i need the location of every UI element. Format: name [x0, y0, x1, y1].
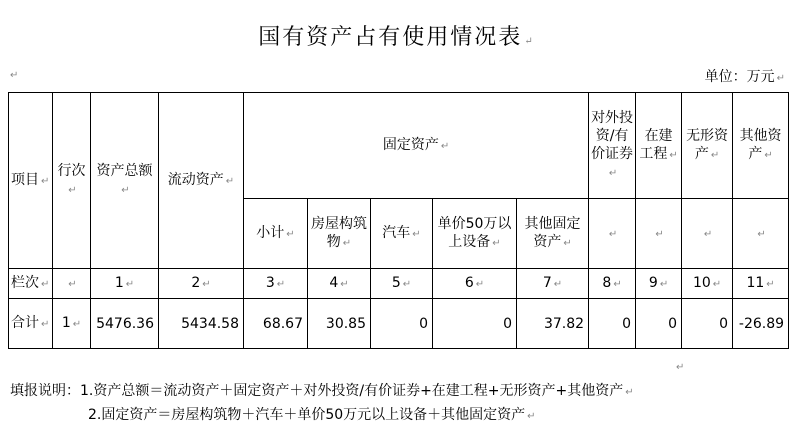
header-current-assets: 流动资产 ↵ — [159, 93, 244, 269]
note-line-1: 填报说明：1.资产总额＝流动资产＋固定资产＋对外投资/有价证券+在建工程+无形资产+其他资产 ↵ — [10, 383, 634, 399]
total-value-cell: 5434.58 — [159, 299, 244, 349]
header-total-assets: 资产总额↵ — [91, 93, 159, 269]
title-text: 国有资产占有使用情况表 — [258, 25, 523, 50]
total-row-number: 1 ↵ — [53, 299, 91, 349]
total-value-cell: 68.67 — [244, 299, 308, 349]
table-row-column-numbers — [9, 269, 789, 299]
column-number-cell: 10 ↵ — [682, 269, 733, 299]
paragraph-mark-icon: ↵ — [776, 73, 785, 84]
total-value-cell: 0 — [636, 299, 682, 349]
header-intangible: 无形资产 ↵ — [682, 93, 733, 199]
header-fixed-assets: 固定资产 ↵ — [244, 93, 589, 199]
header-vehicles: 汽车 ↵ — [371, 199, 433, 269]
total-value-cell: 0 — [433, 299, 517, 349]
total-value-cell: 37.82 — [517, 299, 589, 349]
total-value-cell: 30.85 — [308, 299, 371, 349]
header-subtotal: 小计 ↵ — [244, 199, 308, 269]
header-other-fixed: 其他固定资产 ↵ — [517, 199, 589, 269]
column-number-cell: 5 ↵ — [371, 269, 433, 299]
column-number-cell: 6 ↵ — [433, 269, 517, 299]
empty-cell: ↵ — [636, 199, 682, 269]
column-number-cell: 3 ↵ — [244, 269, 308, 299]
header-buildings: 房屋构筑物 ↵ — [308, 199, 371, 269]
note-line-2: 2.固定资产＝房屋构筑物＋汽车＋单价50万元以上设备＋其他固定资产 ↵ — [88, 407, 536, 423]
empty-cell: ↵ — [589, 199, 636, 269]
header-external-investment: 对外投资/有价证券↵ — [589, 93, 636, 199]
total-value-cell: 0 — [682, 299, 733, 349]
header-other-assets: 其他资产 ↵ — [733, 93, 789, 199]
unit-label: 单位：万元 ↵ — [704, 69, 785, 85]
header-item: 项目 ↵ — [9, 93, 53, 269]
column-number-cell: 8 ↵ — [589, 269, 636, 299]
asset-table — [8, 92, 789, 349]
paragraph-mark-icon: ↵ — [524, 36, 535, 47]
table-row-total — [9, 299, 789, 349]
total-value-cell: 5476.36 — [91, 299, 159, 349]
column-number-cell: 9 ↵ — [636, 269, 682, 299]
paragraph-mark-icon: ↵ — [676, 362, 685, 373]
notes — [10, 380, 634, 428]
column-number-label: 栏次 ↵ — [9, 269, 53, 299]
header-construction: 在建工程 ↵ — [636, 93, 682, 199]
empty-cell: ↵ — [682, 199, 733, 269]
column-number-cell: 1 ↵ — [91, 269, 159, 299]
paragraph-mark-icon: ↵ — [10, 70, 19, 81]
header-row-number: 行次↵ — [53, 93, 91, 269]
page-title — [0, 20, 793, 51]
header-equipment: 单价50万以上设备 ↵ — [433, 199, 517, 269]
total-label: 合计 ↵ — [9, 299, 53, 349]
total-value-cell: 0 — [589, 299, 636, 349]
column-number-cell: 11 ↵ — [733, 269, 789, 299]
column-number-cell: 4 ↵ — [308, 269, 371, 299]
total-value-cell: -26.89 — [733, 299, 789, 349]
empty-cell: ↵ — [53, 269, 91, 299]
empty-cell: ↵ — [733, 199, 789, 269]
total-value-cell: 0 — [371, 299, 433, 349]
column-number-cell: 2 ↵ — [159, 269, 244, 299]
column-number-cell: 7 ↵ — [517, 269, 589, 299]
